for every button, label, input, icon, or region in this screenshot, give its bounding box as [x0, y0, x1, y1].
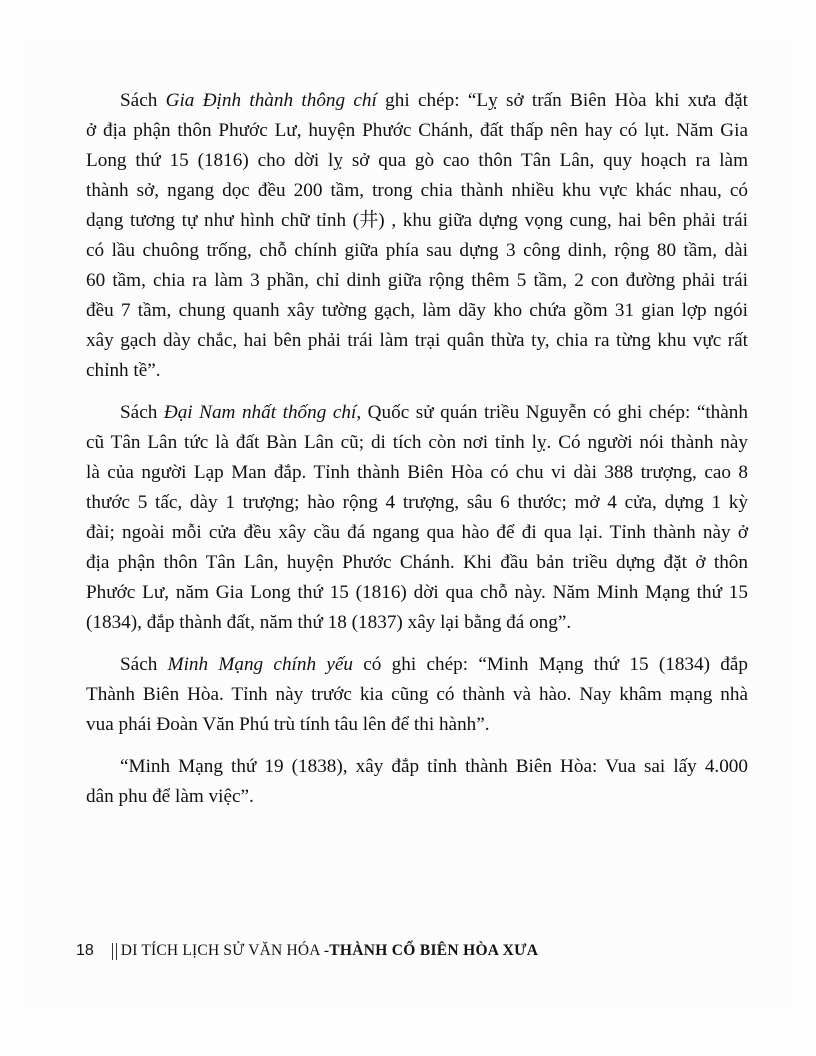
text-line — [86, 326, 748, 356]
text-run: (1834), đắp thành đất, năm thứ 18 (1837) xây lại bằng đá ong”. — [86, 612, 572, 633]
text-run: Phước Lư, năm Gia Long thứ 15 (1816) dời qua chỗ này. Năm Minh Mạng thứ 15 — [86, 582, 748, 603]
text-run: Sách — [120, 402, 164, 423]
paragraph — [86, 86, 748, 386]
text-line — [86, 680, 748, 710]
text-run: đài; ngoài mỗi cửa đều xây cầu đá ngang qua hào để đi qua lại. Tỉnh thành này ở — [86, 522, 748, 543]
text-line — [86, 518, 748, 548]
text-line — [86, 176, 748, 206]
text-line — [86, 236, 748, 266]
text-line — [86, 548, 748, 578]
page-footer — [76, 942, 538, 960]
text-run: là của người Lạp Man đắp. Tỉnh thành Biên Hòa có chu vi dài 388 trượng, cao 8 — [86, 462, 748, 483]
text-run: 60 tầm, chia ra làm 3 phần, chỉ dinh giữa rộng thêm 5 tầm, 2 con đường phải trái — [86, 270, 748, 291]
footer-series-title: DI TÍCH LỊCH SỬ VĂN HÓA - — [120, 942, 330, 959]
text-run: ghi chép: “Lỵ sở trấn Biên Hòa khi xưa đặt — [376, 90, 748, 111]
text-line — [86, 266, 748, 296]
text-run: Sách — [120, 90, 166, 111]
text-run: “Minh Mạng thứ 19 (1838), xây đắp tỉnh thành Biên Hòa: Vua sai lấy 4.000 — [120, 756, 748, 777]
text-line — [86, 710, 748, 740]
text-run: , Quốc sử quán triều Nguyễn có ghi chép: “thành — [356, 402, 748, 423]
text-run: chỉnh tề”. — [86, 360, 161, 381]
text-line — [86, 752, 748, 782]
text-line — [86, 650, 748, 680]
text-line — [86, 296, 748, 326]
text-run: thành sở, ngang dọc đều 200 tầm, trong chia thành nhiều khu vực khác nhau, có — [86, 180, 748, 201]
book-title-italic: Đại Nam nhất thống chí — [163, 402, 357, 423]
text-run: Thành Biên Hòa. Tỉnh này trước kia cũng có thành và hào. Nay khâm mạng nhà — [86, 684, 748, 705]
text-run: Sách — [120, 654, 168, 675]
text-run: thước 5 tấc, dày 1 trượng; hào rộng 4 trượng, sâu 6 thước; mở 4 cửa, dựng 1 kỳ — [86, 492, 748, 513]
text-line — [86, 578, 748, 608]
text-line — [86, 428, 748, 458]
book-title-italic: Minh Mạng chính yếu — [167, 654, 353, 675]
book-title-italic: Gia Định thành thông chí — [165, 90, 377, 111]
text-run: đều 7 tầm, chung quanh xây tường gạch, làm dãy kho chứa gồm 31 gian lợp ngói — [86, 300, 748, 321]
text-line — [86, 458, 748, 488]
text-line — [86, 488, 748, 518]
text-line — [86, 146, 748, 176]
page-number: 18 — [76, 942, 94, 959]
text-run: cũ Tân Lân tức là đất Bàn Lân cũ; di tích còn nơi tỉnh lỵ. Có người nói thành này — [86, 432, 748, 453]
text-run: vua phái Đoàn Văn Phú trù tính tâu lên để thi hành”. — [86, 714, 490, 735]
text-run: dân phu để làm việc”. — [86, 786, 254, 807]
body-text — [86, 86, 748, 824]
text-line — [86, 782, 748, 812]
text-line — [86, 608, 748, 638]
text-run: có lầu chuông trống, chỗ chính giữa phía sau dựng 3 công dinh, rộng 80 tầm, dài — [86, 240, 748, 261]
text-line — [86, 206, 748, 236]
text-line — [86, 86, 748, 116]
footer-book-title: THÀNH CỔ BIÊN HÒA XƯA — [329, 942, 539, 959]
paragraph — [86, 398, 748, 638]
text-run: có ghi chép: “Minh Mạng thứ 15 (1834) đắp — [352, 654, 748, 675]
text-run: dạng tương tự như hình chữ tỉnh (井) , khu giữa dựng vọng cung, hai bên phải trái — [86, 210, 748, 231]
text-line — [86, 398, 748, 428]
text-run: xây gạch dày chắc, hai bên phải trái làm trại quân thừa ty, chia ra từng khu vực rất — [86, 330, 748, 351]
paragraph — [86, 752, 748, 812]
footer-separator — [112, 943, 117, 960]
text-line — [86, 116, 748, 146]
text-run: địa phận thôn Tân Lân, huyện Phước Chánh. Khi đầu bản triều dựng đặt ở thôn — [86, 552, 748, 573]
text-line — [86, 356, 748, 386]
text-run: Long thứ 15 (1816) cho dời lỵ sở qua gò cao thôn Tân Lân, quy hoạch ra làm — [86, 150, 748, 171]
paragraph — [86, 650, 748, 740]
text-run: ở địa phận thôn Phước Lư, huyện Phước Chánh, đất thấp nên hay có lụt. Năm Gia — [86, 120, 748, 141]
